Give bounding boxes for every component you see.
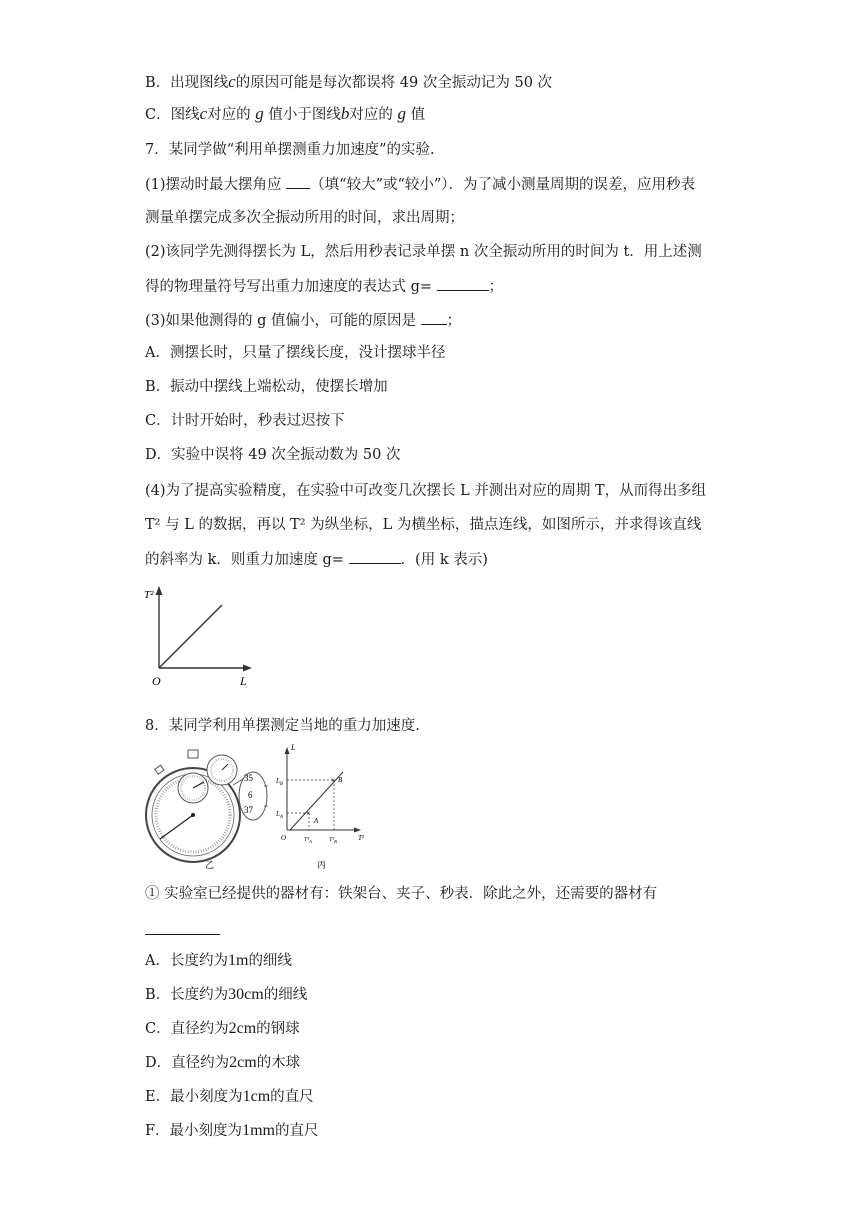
origin-label: O <box>152 674 161 688</box>
q7-option-a: A．测摆长时，只量了摆线长度，没计摆球半径 <box>145 345 446 361</box>
question-8-title: 8．某同学利用单摆测定当地的重力加速度. <box>145 718 420 734</box>
graph-origin-label: O <box>281 834 287 842</box>
axis-l-label: L <box>291 743 296 752</box>
q8-option-c: C．直径约为2cm的钢球 <box>145 1020 300 1037</box>
caption-left: 乙 <box>205 860 215 870</box>
q8-option-f: F．最小刻度为1mm的直尺 <box>145 1122 319 1139</box>
answer-blank[interactable] <box>145 918 220 935</box>
q8-option-b: B．长度约为30cm的细线 <box>145 986 308 1003</box>
y-axis-arrow <box>156 586 163 595</box>
q7-part2-line1: (2)该同学先测得摆长为 L，然后用秒表记录单摆 n 次全振动所用的时间为 t．用上述测 <box>145 244 702 260</box>
stopwatch-and-graph-figure <box>140 740 380 872</box>
q7-part2-line2: 得的物理量符号写出重力加速度的表达式 g= ； <box>145 276 503 297</box>
answer-blank[interactable] <box>349 549 401 564</box>
t2-vs-l-graph <box>140 582 270 690</box>
axis-t2-label: T² <box>358 834 364 842</box>
answer-blank[interactable] <box>421 310 447 325</box>
point-b-mark: × <box>331 776 336 785</box>
q7-option-d: D．实验中误将 49 次全振动数为 50 次 <box>145 447 401 463</box>
graph-line <box>159 605 222 668</box>
label-la: $L_A$ <box>276 810 283 820</box>
q7-part4-line2: T² 与 L 的数据，再以 T² 为纵坐标，L 为横坐标，描点连线，如图所示，并求得该直线 <box>145 517 702 533</box>
q8-option-e: E．最小刻度为1cm的直尺 <box>145 1088 314 1105</box>
q7-option-b: B．振动中摆线上端松动，使摆长增加 <box>145 379 388 395</box>
l-vs-t2-graph <box>275 743 365 844</box>
q8-option-a: A．长度约为1m的细线 <box>145 952 292 969</box>
stopwatch <box>146 750 268 862</box>
answer-blank[interactable] <box>437 276 489 291</box>
q7-part1-line2: 测量单摆完成多次全振动所用的时间，求出周期； <box>145 210 464 226</box>
question-7-title: 7．某同学做“利用单摆测重力加速度”的实验. <box>145 142 435 158</box>
point-a-mark: × <box>306 809 311 818</box>
q7-part4-line1: (4)为了提高实验精度，在实验中可改变几次摆长 L 并测出对应的周期 T，从而得出多组 <box>145 483 707 499</box>
q8-part1-line: ① 实验室已经提供的器材有：铁架台、夹子、秒表．除此之外，还需要的器材有 <box>145 886 658 902</box>
q7-part3-line: (3)如果他测得的 g 值偏小，可能的原因是 ； <box>145 310 461 331</box>
point-b-label: B <box>338 776 343 784</box>
y-axis-label: T² <box>144 589 154 601</box>
q7-part4-line3: 的斜率为 k．则重力加速度 g= ．(用 k 表示) <box>145 549 488 570</box>
x-axis-label: L <box>240 674 247 688</box>
answer-blank[interactable] <box>286 174 310 189</box>
dial-mark-35: 35 <box>244 773 253 783</box>
q8-option-d: D．直径约为2cm的木球 <box>145 1054 301 1071</box>
q7-part1-line1: (1)摆动时最大摆角应 （填“较大”或“较小”）．为了减小测量周期的误差，应用秒表 <box>145 174 695 195</box>
label-tb: $T^2_B$ <box>329 837 337 844</box>
dial-mark-6: 6 <box>248 790 253 800</box>
q7-option-c: C．计时开始时，秒表过迟按下 <box>145 413 345 429</box>
option-b-line: B．出现图线c的原因可能是每次都误将 49 次全振动记为 50 次 <box>145 72 553 91</box>
option-c-line: C．图线c对应的 g 值小于图线b对应的 g 值 <box>145 104 426 123</box>
dial-mark-37: 37 <box>244 805 253 815</box>
label-lb: $L_B$ <box>276 777 283 787</box>
label-ta: $T^2_A$ <box>304 837 312 844</box>
point-a-label: A <box>314 817 319 825</box>
x-axis-arrow <box>243 665 252 672</box>
caption-right: 丙 <box>317 860 327 870</box>
